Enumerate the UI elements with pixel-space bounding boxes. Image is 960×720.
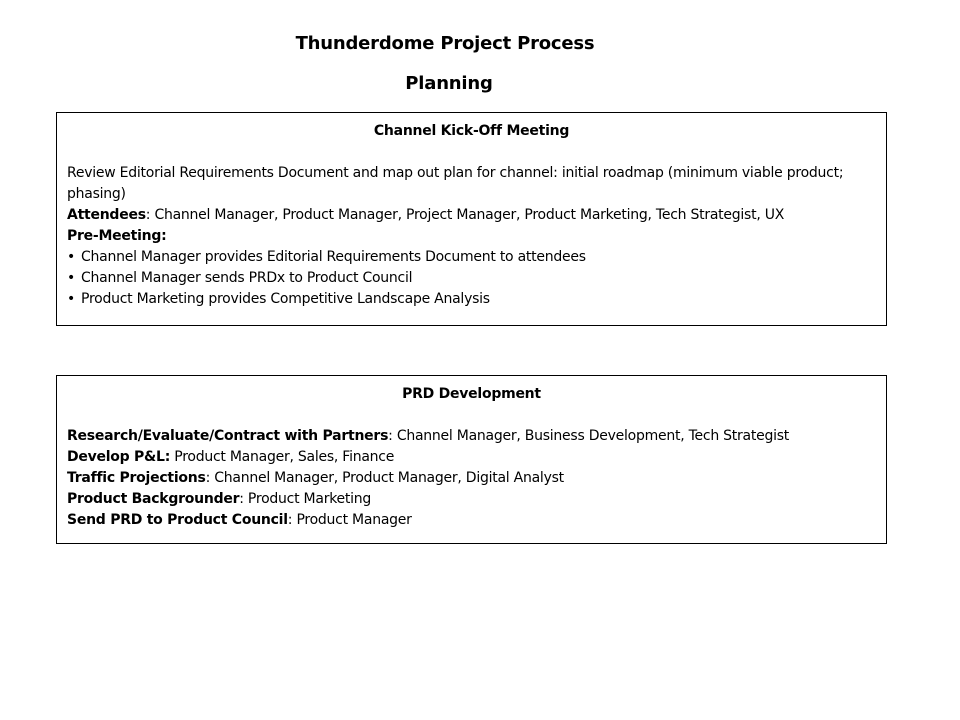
prd-row-label: Research/Evaluate/Contract with Partners [67,428,389,444]
kickoff-heading: Channel Kick-Off Meeting [373,123,570,139]
prd-row-label: Product Backgrounder [67,491,240,507]
bullet-icon: • [67,249,76,265]
prd-row [67,489,876,510]
prd-row-text: : Channel Manager, Business Development, Tech Strategist [388,428,790,444]
premeeting-item [67,247,876,268]
prd-row-text: Product Manager, Sales, Finance [170,449,395,465]
prd-row-label: Traffic Projections [67,470,206,486]
attendees-line [67,205,876,226]
attendees-label: Attendees [67,207,146,223]
page-title: Thunderdome Project Process [295,33,595,54]
prd-row-label: Develop P&L: [67,449,171,465]
premeeting-label: Pre-Meeting: [67,228,167,244]
premeeting-item-text: Channel Manager sends PRDx to Product Council [81,270,413,286]
prd-row [67,447,876,468]
premeeting-list [67,247,876,310]
attendees-text: : Channel Manager, Product Manager, Project Manager, Product Marketing, Tech Strategist, UX [145,207,785,223]
premeeting-item [67,289,876,310]
page-subtitle: Planning [405,73,493,94]
bullet-icon: • [67,291,76,307]
prd-row-text: : Product Marketing [239,491,372,507]
prd-row [67,426,876,447]
premeeting-item [67,268,876,289]
prd-row-label: Send PRD to Product Council [67,512,288,528]
prd-row-text: : Channel Manager, Product Manager, Digital Analyst [205,470,564,486]
premeeting-item-text: Channel Manager provides Editorial Requirements Document to attendees [81,249,586,265]
prd-row [67,468,876,489]
prd-heading: PRD Development [402,386,541,402]
bullet-icon: • [67,270,76,286]
kickoff-meeting-box [56,112,887,326]
kickoff-description: Review Editorial Requirements Document and map out plan for channel: initial roadmap (minimum viable product; phasing) [67,165,844,202]
prd-development-box [56,375,887,544]
premeeting-item-text: Product Marketing provides Competitive Landscape Analysis [81,291,490,307]
prd-row-text: : Product Manager [287,512,412,528]
prd-row [67,510,876,531]
